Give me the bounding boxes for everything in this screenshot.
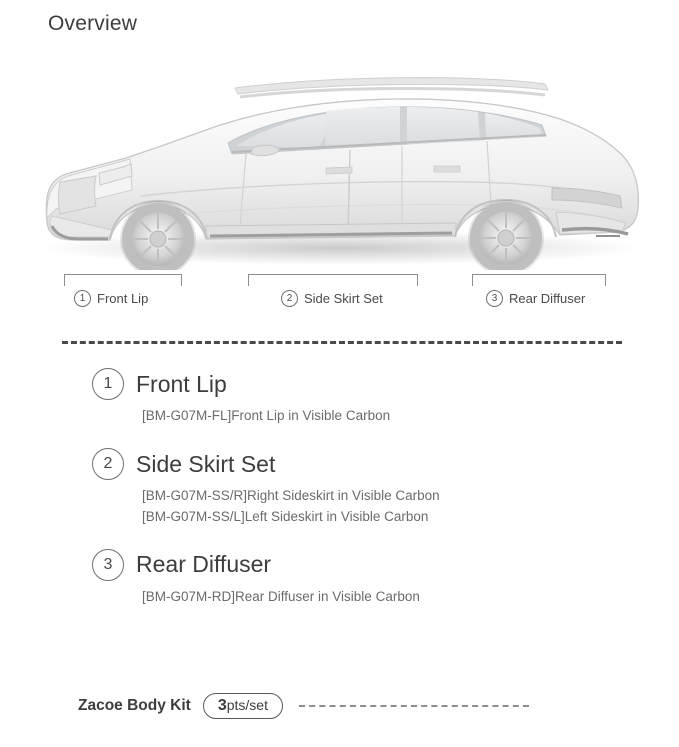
item-title-1: Front Lip xyxy=(136,370,227,397)
item-number-3: 3 xyxy=(92,549,124,581)
callout-side-skirt xyxy=(281,290,383,307)
footer-dashed-line xyxy=(299,705,529,707)
footer xyxy=(78,693,638,719)
callout-rear-diffuser xyxy=(486,290,585,307)
item-header xyxy=(92,368,652,400)
callout-label-1: Front Lip xyxy=(97,291,149,306)
bracket-front-lip xyxy=(64,274,182,286)
callout-number-1: 1 xyxy=(74,290,91,307)
item-number-1: 1 xyxy=(92,368,124,400)
item-line: [BM-G07M-SS/L]Left Sideskirt in Visible Carbon xyxy=(142,508,429,524)
callout-label-2: Side Skirt Set xyxy=(304,291,383,306)
list-item xyxy=(92,368,652,426)
callout-label-3: Rear Diffuser xyxy=(509,291,586,306)
list-item xyxy=(92,549,652,607)
callout-brackets xyxy=(0,268,679,318)
item-line: [BM-G07M-FL]Front Lip in Visible Carbon xyxy=(142,408,391,423)
bracket-rear-diffuser xyxy=(472,274,606,286)
item-line: [BM-G07M-RD]Rear Diffuser in Visible Carbon xyxy=(142,588,420,604)
bracket-side-skirt xyxy=(248,274,418,286)
part-list xyxy=(92,368,652,629)
item-details-2 xyxy=(142,486,652,527)
suv-side-view-icon xyxy=(0,40,679,270)
callout-number-2: 2 xyxy=(281,290,298,307)
page-title: Overview xyxy=(48,12,138,35)
pieces-unit: pts/set xyxy=(226,697,268,713)
callout-number-3: 3 xyxy=(486,290,503,307)
item-title-3: Rear Diffuser xyxy=(136,551,272,578)
item-number-2: 2 xyxy=(92,448,124,480)
item-details-3 xyxy=(142,587,652,607)
callout-front-lip xyxy=(74,290,148,307)
item-line: [BM-G07M-SS/R]Right Sideskirt in Visible Carbon xyxy=(142,488,440,504)
kit-name: Zacoe Body Kit xyxy=(78,697,191,714)
pieces-badge xyxy=(203,693,283,719)
item-details-1 xyxy=(142,406,652,426)
item-title-2: Side Skirt Set xyxy=(136,450,276,477)
vehicle-illustration xyxy=(0,40,679,270)
pieces-count: 3 xyxy=(217,697,227,714)
dashed-divider xyxy=(62,341,622,344)
item-header xyxy=(92,448,652,480)
item-header xyxy=(92,549,652,581)
list-item xyxy=(92,448,652,527)
